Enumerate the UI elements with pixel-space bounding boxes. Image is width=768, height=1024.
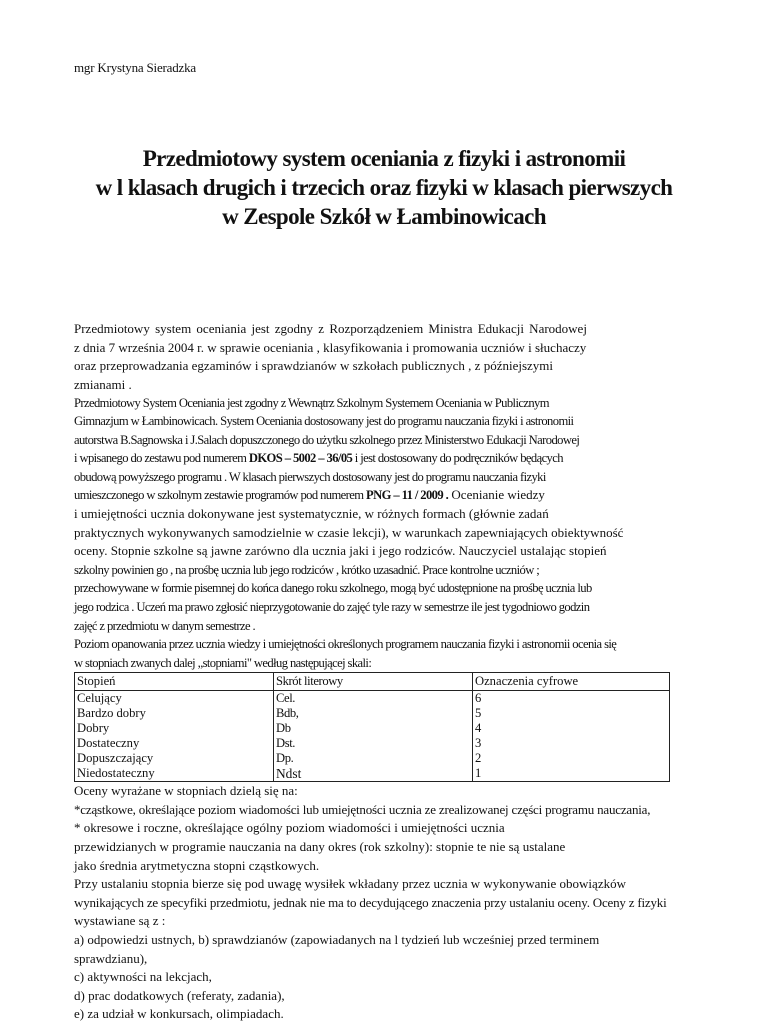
paragraph-line: jako średnia arytmetyczna stopni cząstkowych. (74, 857, 320, 873)
grade-digit: 2 (473, 751, 670, 766)
title-line-2: w l klasach drugich i trzecich oraz fizyki w klasach pierwszych (95, 175, 673, 200)
title-line-1: Przedmiotowy system oceniania z fizyki i astronomii (142, 146, 626, 171)
grade-name: Dobry (75, 721, 274, 736)
paragraph-line: przewidzianych w programie nauczania na dany okres (rok szkolny): stopnie te nie są ustalane (74, 839, 566, 855)
paragraph-line: Przedmiotowy System Oceniania jest zgodny z Wewnątrz Szkolnym Systemem Oceniania w Publicznym (74, 396, 549, 411)
intro-line: oraz przeprowadzania egzaminów i sprawdzianów w szkołach publicznych , z późniejszymi (74, 358, 554, 374)
grade-abbreviation: Dst. (274, 736, 473, 751)
paragraph-line: autorstwa B.Sagnowska i J.Salach dopuszczonego do użytku szkolnego przez Ministerstwo Edukacji Narodowej (74, 432, 580, 447)
author-name: mgr Krystyna Sieradzka (74, 60, 196, 75)
program-number-png: PNG – 11 / 2009 . (366, 488, 449, 503)
document-body (74, 320, 674, 1024)
table-row (75, 706, 670, 721)
paragraph-line: Gimnazjum w Łambinowicach. System Oceniania dostosowany jest do programu nauczania fizyki i astronomii (74, 413, 574, 428)
paragraph-line: *cząstkowe, określające poziom wiadomości lub umiejętności ucznia ze zrealizowanej części programu nauczania, (74, 801, 651, 817)
intro-line: Przedmiotowy system oceniania jest zgodny z Rozporządzeniem Ministra Edukacji Narodowej (74, 321, 587, 336)
paragraph-line: zajęć z przedmiotu w danym semestrze . (74, 618, 256, 633)
paragraph-line: e) za udział w konkursach, olimpiadach. (74, 1006, 284, 1022)
grade-digit: 3 (473, 736, 670, 751)
paragraph-line: Poziom opanowania przez ucznia wiedzy i umiejętności określonych programem nauczania fizyki i astronomii ocenia się (74, 637, 617, 652)
grade-name: Niedostateczny (75, 766, 274, 782)
paragraph-line: oceny. Stopnie szkolne są jawne zarówno dla ucznia jaki i jego rodziców. Nauczyciel ustalając stopień (74, 543, 607, 559)
column-header-digit: Oznaczenia cyfrowe (473, 673, 670, 691)
paragraph-line (74, 486, 674, 505)
paragraph-line: * okresowe i roczne, określające ogólny poziom wiadomości i umiejętności ucznia (74, 820, 505, 836)
program-number-dkos: DKOS – 5002 – 36/05 (248, 451, 353, 466)
text-span: i jest dostosowany do podręczników będących (352, 451, 563, 466)
paragraph-line: a) odpowiedzi ustnych, b) sprawdzianów (zapowiadanych na l tydzień lub wcześniej przed terminem (74, 932, 600, 948)
table-row (75, 751, 670, 766)
grade-digit: 5 (473, 706, 670, 721)
text-span: umieszczonego w szkolnym zestawie programów pod numerem (74, 488, 366, 503)
grade-abbreviation: Ndst (274, 766, 473, 782)
document-title (40, 144, 728, 231)
grade-name: Celujący (75, 691, 274, 707)
paragraph-line: szkolny powinien go , na prośbę ucznia lub jego rodziców , krótko uzasadnić. Prace kontrolne uczniów ; (74, 562, 540, 577)
grade-digit: 6 (473, 691, 670, 707)
paragraph-line: wynikających ze specyfiki przedmiotu, jednak nie ma to decydującego znaczenia przy ustalaniu oceny. Oceny z fizyki (74, 894, 667, 910)
text-span: Ocenianie wiedzy (448, 487, 545, 503)
table-header-row (75, 673, 670, 691)
paragraph-line: i umiejętności ucznia dokonywane jest systematycznie, w różnych formach (głównie zadań (74, 505, 549, 521)
paragraph-line: Przy ustalaniu stopnia bierze się pod uwagę wysiłek wkładany przez ucznia w wykonywanie obowiązków (74, 876, 626, 892)
column-header-abbreviation: Skrót literowy (274, 673, 473, 691)
paragraph-line: c) aktywności na lekcjach, (74, 969, 212, 985)
paragraph-line: jego rodzica . Uczeń ma prawo zgłosić nieprzygotowanie do zajęć tyle razy w semestrze ile jest tygodniowo godzin (74, 599, 590, 614)
paragraph-line: praktycznych wykonywanych samodzielnie w czasie lekcji), w warunkach zapewniających obiektywność (74, 524, 624, 540)
grade-abbreviation: Cel. (274, 691, 473, 707)
text-span: i wpisanego do zestawu pod numerem (74, 451, 249, 466)
paragraph-line: w stopniach zwanych dalej „stopniami" według następującej skali: (74, 655, 372, 670)
grade-abbreviation: Dp. (274, 751, 473, 766)
paragraph-line: wystawiane są z : (74, 913, 166, 929)
intro-line: zmianami . (74, 376, 132, 392)
table-row (75, 766, 670, 782)
title-line-3: w Zespole Szkół w Łambinowicach (222, 204, 546, 229)
grade-scale-table (74, 672, 670, 782)
paragraph-line: Oceny wyrażane w stopniach dzielą się na: (74, 783, 298, 799)
table-row (75, 691, 670, 707)
paragraph-line (74, 449, 674, 468)
intro-line: z dnia 7 września 2004 r. w sprawie oceniania , klasyfikowania i promowania uczniów i słuchaczy (74, 339, 587, 355)
paragraph-line: obudową powyższego programu . W klasach pierwszych dostosowany jest do programu nauczania fizyki (74, 469, 546, 484)
grade-abbreviation: Bdb, (274, 706, 473, 721)
grade-name: Dopuszczający (75, 751, 274, 766)
table-row (75, 721, 670, 736)
grade-digit: 4 (473, 721, 670, 736)
grade-abbreviation: Db (274, 721, 473, 736)
grade-digit: 1 (473, 766, 670, 782)
paragraph-line: d) prac dodatkowych (referaty, zadania), (74, 987, 285, 1003)
paragraph-line: sprawdzianu), (74, 950, 148, 966)
table-row (75, 736, 670, 751)
grade-name: Bardzo dobry (75, 706, 274, 721)
grade-name: Dostateczny (75, 736, 274, 751)
paragraph-line: przechowywane w formie pisemnej do końca danego roku szkolnego, mogą być udostępnione na prośbę ucznia lub (74, 581, 592, 596)
column-header-grade: Stopień (75, 673, 274, 691)
